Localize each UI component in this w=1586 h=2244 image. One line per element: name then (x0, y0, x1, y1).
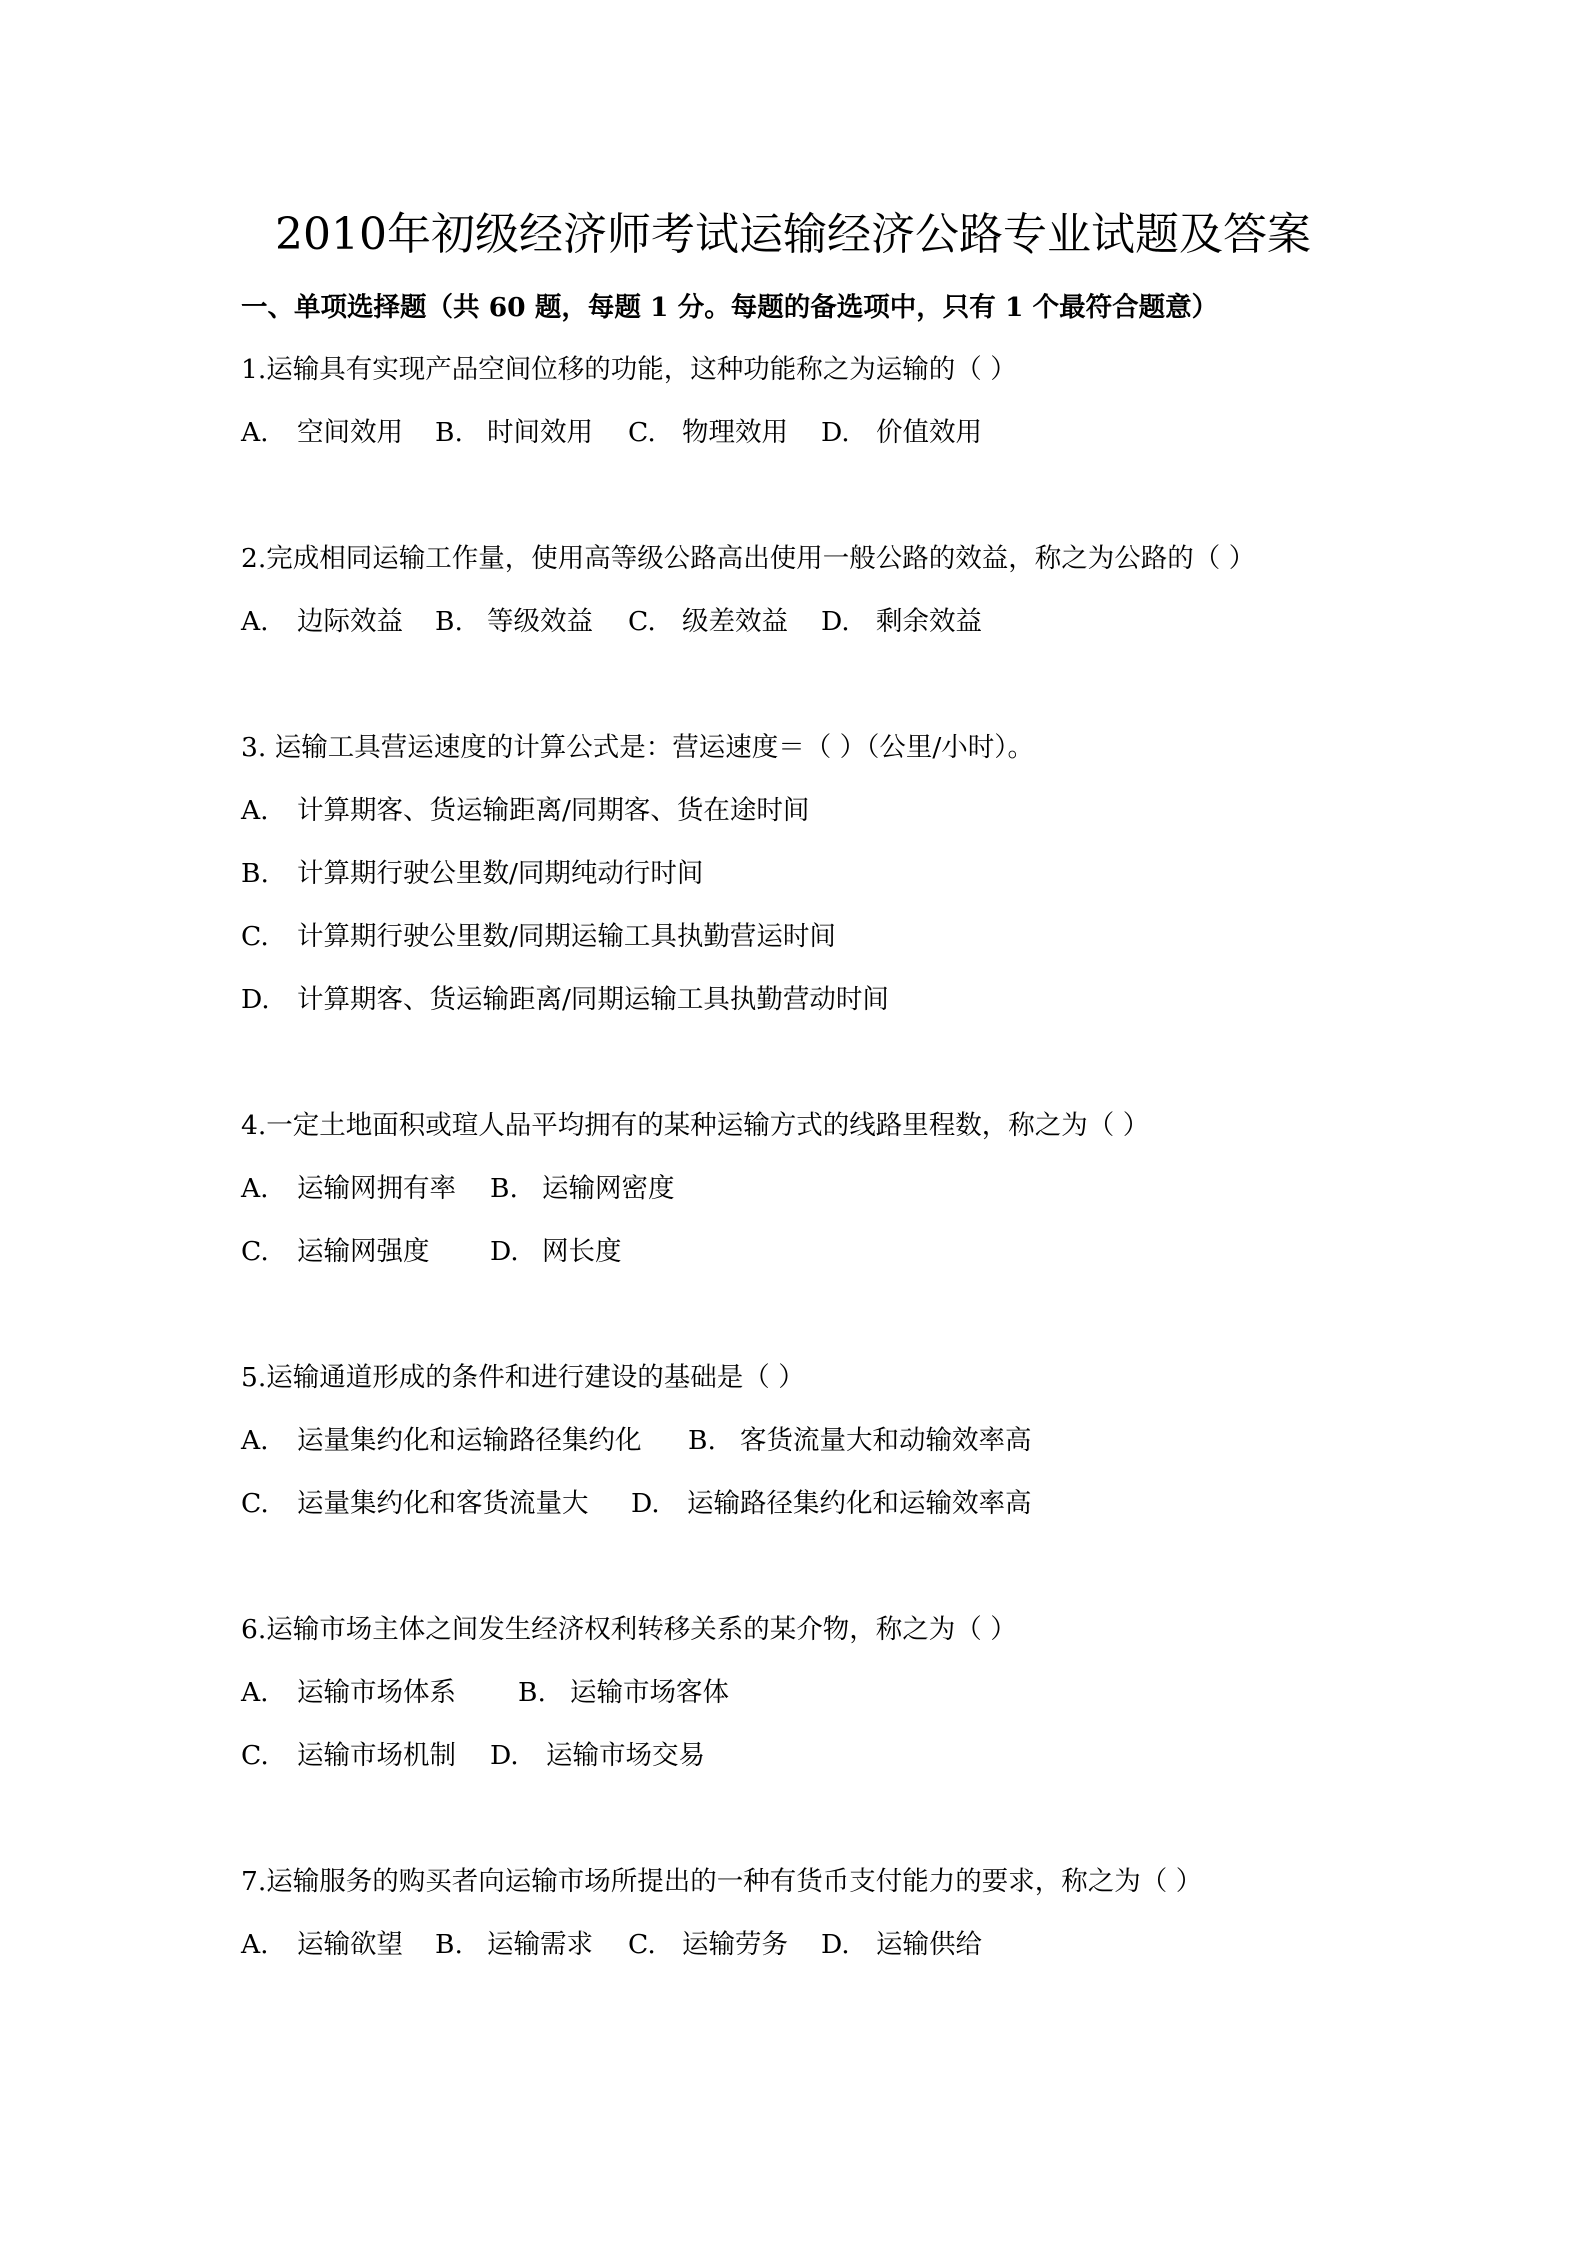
question-2-option-c: C. 级差效益 (628, 606, 788, 637)
question-2-option-a: A. 边际效益 (241, 606, 403, 637)
question-4-option-b: B. 运输网密度 (490, 1173, 675, 1204)
question-6-option-a: A. 运输市场体系 (241, 1677, 456, 1708)
question-6-options-row-2 (241, 1738, 705, 1774)
question-6-stem: 6.运输市场主体之间发生经济权利转移关系的某介物，称之为（ ） (241, 1614, 1017, 1645)
question-7-option-c: C. 运输劳务 (628, 1929, 788, 1960)
question-1-option-a: A. 空间效用 (241, 417, 403, 448)
document-title: 2010年初级经济师考试运输经济公路专业试题及答案 (275, 209, 1311, 260)
question-6-option-b: B. 运输市场客体 (518, 1677, 729, 1708)
question-5-option-b: B. 客货流量大和动输效率高 (688, 1425, 1032, 1456)
question-1-options (241, 415, 982, 451)
question-3-stem: 3. 运输工具营运速度的计算公式是：营运速度＝（ ）（公里/小时）。 (241, 732, 1035, 763)
question-7-options (241, 1927, 982, 1963)
question-6-options-row-1 (241, 1675, 729, 1711)
question-2-option-b: B. 等级效益 (435, 606, 593, 637)
question-1-stem: 1.运输具有实现产品空间位移的功能，这种功能称之为运输的（ ） (241, 354, 1017, 385)
section-heading: 一、单项选择题（共 60 题，每题 1 分。每题的备选项中，只有 1 个最符合题意） (241, 292, 1219, 323)
question-4-option-d: D. 网长度 (490, 1236, 622, 1267)
question-5-options-row-2 (241, 1486, 1032, 1522)
question-5-option-c: C. 运量集约化和客货流量大 (241, 1488, 589, 1519)
question-3-option-b: B. 计算期行驶公里数/同期纯动行时间 (241, 858, 704, 889)
question-4-options-row-2 (241, 1234, 622, 1270)
question-4-option-a: A. 运输网拥有率 (241, 1173, 456, 1204)
question-7-option-d: D. 运输供给 (821, 1929, 982, 1960)
question-5-option-a: A. 运量集约化和运输路径集约化 (241, 1425, 642, 1456)
question-2-stem: 2.完成相同运输工作量，使用高等级公路高出使用一般公路的效益，称之为公路的（ ） (241, 543, 1256, 574)
question-6-option-c: C. 运输市场机制 (241, 1740, 456, 1771)
question-7-option-a: A. 运输欲望 (241, 1929, 403, 1960)
question-5-stem: 5.运输通道形成的条件和进行建设的基础是（ ） (241, 1362, 805, 1393)
question-5-options-row-1 (241, 1423, 1032, 1459)
question-1-option-d: D. 价值效用 (821, 417, 982, 448)
question-4-stem: 4.一定土地面积或瑄人品平均拥有的某种运输方式的线路里程数，称之为（ ） (241, 1110, 1150, 1141)
question-3-option-c: C. 计算期行驶公里数/同期运输工具执勤营运时间 (241, 921, 836, 952)
question-2-options (241, 604, 982, 640)
question-6-option-d: D. 运输市场交易 (490, 1740, 705, 1771)
question-2-option-d: D. 剩余效益 (821, 606, 982, 637)
question-3-option-a: A. 计算期客、货运输距离/同期客、货在途时间 (241, 795, 810, 826)
question-7-option-b: B. 运输需求 (435, 1929, 593, 1960)
question-7-stem: 7.运输服务的购买者向运输市场所提出的一种有货币支付能力的要求，称之为（ ） (241, 1866, 1203, 1897)
question-1-option-b: B. 时间效用 (435, 417, 593, 448)
question-5-option-d: D. 运输路径集约化和运输效率高 (631, 1488, 1032, 1519)
question-4-option-c: C. 运输网强度 (241, 1236, 430, 1267)
question-1-option-c: C. 物理效用 (628, 417, 788, 448)
question-4-options-row-1 (241, 1171, 675, 1207)
question-3-option-d: D. 计算期客、货运输距离/同期运输工具执勤营动时间 (241, 984, 889, 1015)
